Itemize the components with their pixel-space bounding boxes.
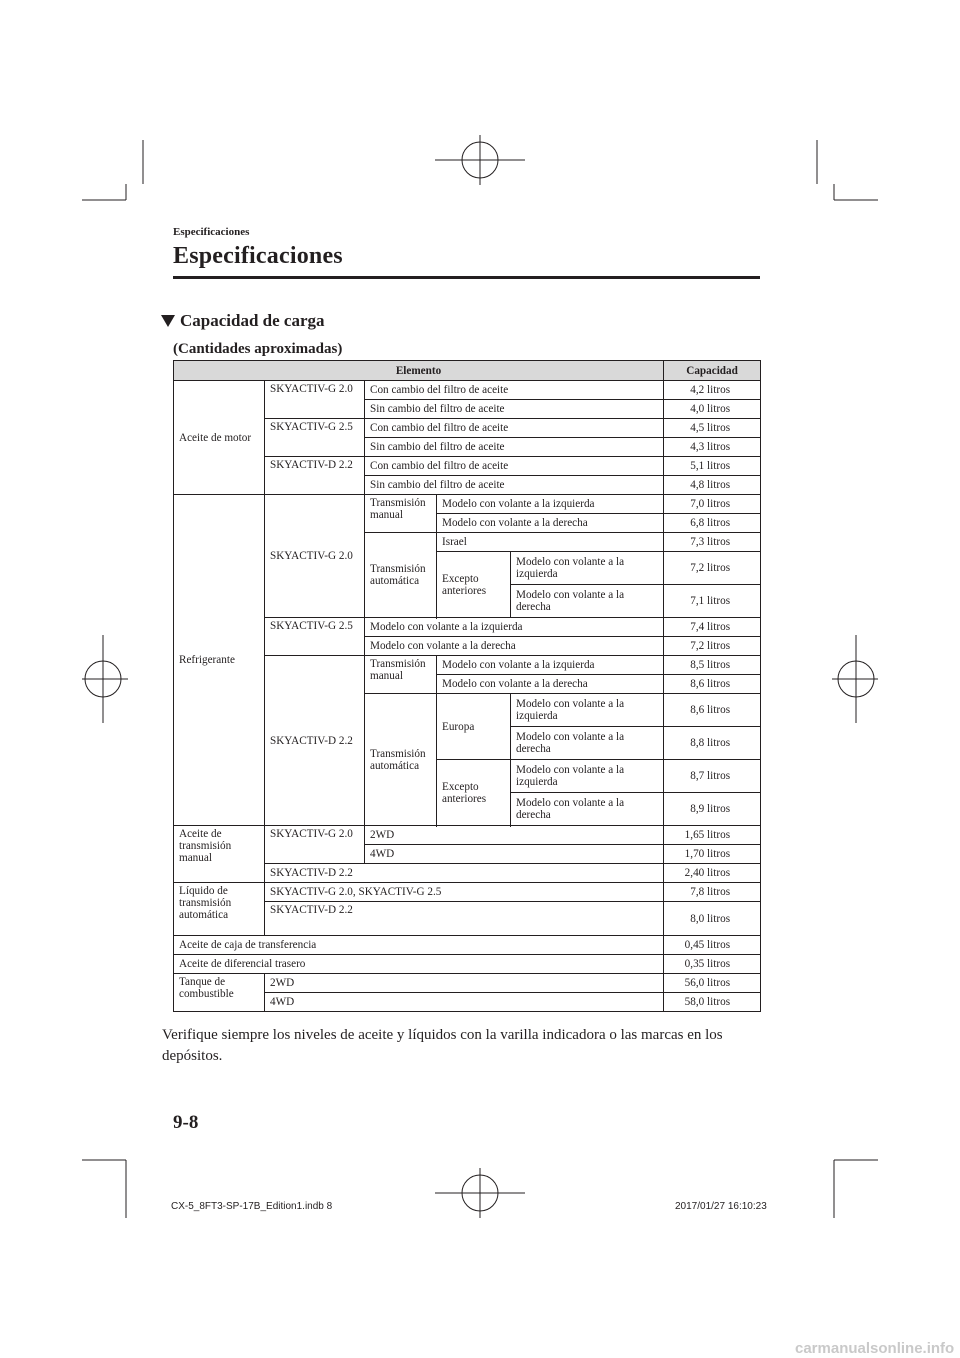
table-cell: Modelo con volante a la izquierda — [511, 552, 664, 585]
table-cell: Modelo con volante a la izquierda — [511, 694, 664, 727]
section-label: Especificaciones — [173, 226, 250, 238]
subheading-text: Capacidad de carga — [180, 311, 325, 330]
header-capacity: Capacidad — [664, 361, 761, 381]
table-cell: Con cambio del filtro de aceite — [365, 381, 664, 400]
subheading — [161, 311, 325, 331]
coolant-g20-manual: Transmisión manual — [365, 495, 437, 533]
table-cell: Modelo con volante a la izquierda — [365, 618, 664, 637]
table-cell: Modelo con volante a la izquierda — [511, 760, 664, 793]
table-cell: Modelo con volante a la derecha — [365, 637, 664, 656]
value-cell: 8,9 litros — [664, 793, 761, 826]
table-cell: Excepto anteriores — [437, 760, 511, 826]
table-cell: SKYACTIV-G 2.0, SKYACTIV-G 2.5 — [265, 883, 664, 902]
triangle-bullet-icon — [161, 315, 175, 327]
title-rule — [173, 276, 760, 279]
table-cell: Europa — [437, 694, 511, 760]
table-cell: 4WD — [265, 993, 664, 1012]
table-cell: Modelo con volante a la derecha — [437, 675, 664, 694]
table-cell: Con cambio del filtro de aceite — [365, 457, 664, 476]
value-cell: 6,8 litros — [664, 514, 761, 533]
value-cell: 4,3 litros — [664, 438, 761, 457]
engine-g25: SKYACTIV-G 2.5 — [265, 419, 365, 457]
table-cell: Israel — [437, 533, 664, 552]
value-cell: 8,8 litros — [664, 727, 761, 760]
value-cell: 4,2 litros — [664, 381, 761, 400]
value-cell: 7,2 litros — [664, 637, 761, 656]
table-cell: SKYACTIV-D 2.2 — [265, 902, 664, 936]
table-cell: SKYACTIV-D 2.2 — [265, 864, 664, 883]
approx-note: (Cantidades aproximadas) — [173, 341, 343, 357]
value-cell: 7,0 litros — [664, 495, 761, 514]
coolant-g25: SKYACTIV-G 2.5 — [265, 618, 365, 656]
value-cell: 8,7 litros — [664, 760, 761, 793]
table-cell: Aceite de diferencial trasero — [174, 955, 664, 974]
value-cell: 7,2 litros — [664, 552, 761, 585]
value-cell: 0,45 litros — [664, 936, 761, 955]
value-cell: 58,0 litros — [664, 993, 761, 1012]
engine-g20: SKYACTIV-G 2.0 — [265, 381, 365, 419]
table-cell: Excepto anteriores — [437, 552, 511, 618]
value-cell: 8,5 litros — [664, 656, 761, 675]
coolant-g20: SKYACTIV-G 2.0 — [265, 495, 365, 618]
table-cell: Modelo con volante a la derecha — [511, 585, 664, 618]
footnote: Verifique siempre los niveles de aceite y líquidos con la varilla indicadora o las marcas en los depósitos. — [162, 1027, 723, 1064]
value-cell: 8,6 litros — [664, 675, 761, 694]
table-cell: Modelo con volante a la izquierda — [437, 495, 664, 514]
value-cell: 4,5 litros — [664, 419, 761, 438]
value-cell: 4,8 litros — [664, 476, 761, 495]
value-cell: 1,70 litros — [664, 845, 761, 864]
watermark: carmanualsonline.info — [795, 1340, 955, 1357]
value-cell: 5,1 litros — [664, 457, 761, 476]
coolant-g20-auto: Transmisión automática — [365, 533, 437, 618]
table-cell: Sin cambio del filtro de aceite — [365, 476, 664, 495]
page-title: Especificaciones — [173, 243, 343, 269]
value-cell: 0,35 litros — [664, 955, 761, 974]
manual-trans-label: Aceite de transmisión manual — [174, 826, 265, 883]
value-cell: 7,4 litros — [664, 618, 761, 637]
value-cell: 7,3 litros — [664, 533, 761, 552]
value-cell: 56,0 litros — [664, 974, 761, 993]
engine-oil-label: Aceite de motor — [174, 381, 265, 495]
print-date-info: 2017/01/27 16:10:23 — [675, 1201, 767, 1212]
value-cell: 7,8 litros — [664, 883, 761, 902]
coolant-d22-auto: Transmisión automática — [365, 694, 437, 826]
value-cell: 7,1 litros — [664, 585, 761, 618]
table-cell: 2WD — [265, 974, 664, 993]
page-number: 9-8 — [173, 1112, 199, 1133]
coolant-label: Refrigerante — [174, 495, 265, 826]
value-cell: 1,65 litros — [664, 826, 761, 845]
value-cell: 8,0 litros — [664, 902, 761, 936]
value-cell: 8,6 litros — [664, 694, 761, 727]
value-cell: 2,40 litros — [664, 864, 761, 883]
manual-trans-g20: SKYACTIV-G 2.0 — [265, 826, 365, 864]
print-file-info: CX-5_8FT3-SP-17B_Edition1.indb 8 — [171, 1201, 333, 1212]
table-cell: Aceite de caja de transferencia — [174, 936, 664, 955]
table-cell: Modelo con volante a la derecha — [511, 727, 664, 760]
table-cell: 2WD — [365, 826, 664, 845]
header-element: Elemento — [174, 361, 664, 381]
table-cell: Sin cambio del filtro de aceite — [365, 400, 664, 419]
capacity-table — [173, 360, 761, 1012]
fuel-label: Tanque de combustible — [174, 974, 265, 1012]
table-cell: Modelo con volante a la izquierda — [437, 656, 664, 675]
table-cell: Modelo con volante a la derecha — [437, 514, 664, 533]
coolant-d22-manual: Transmisión manual — [365, 656, 437, 694]
table-cell: Sin cambio del filtro de aceite — [365, 438, 664, 457]
table-cell: 4WD — [365, 845, 664, 864]
table-cell: Modelo con volante a la derecha — [511, 793, 664, 826]
engine-d22: SKYACTIV-D 2.2 — [265, 457, 365, 495]
coolant-d22: SKYACTIV-D 2.2 — [265, 656, 365, 826]
value-cell: 4,0 litros — [664, 400, 761, 419]
auto-trans-label: Líquido de transmisión automática — [174, 883, 265, 936]
table-cell: Con cambio del filtro de aceite — [365, 419, 664, 438]
